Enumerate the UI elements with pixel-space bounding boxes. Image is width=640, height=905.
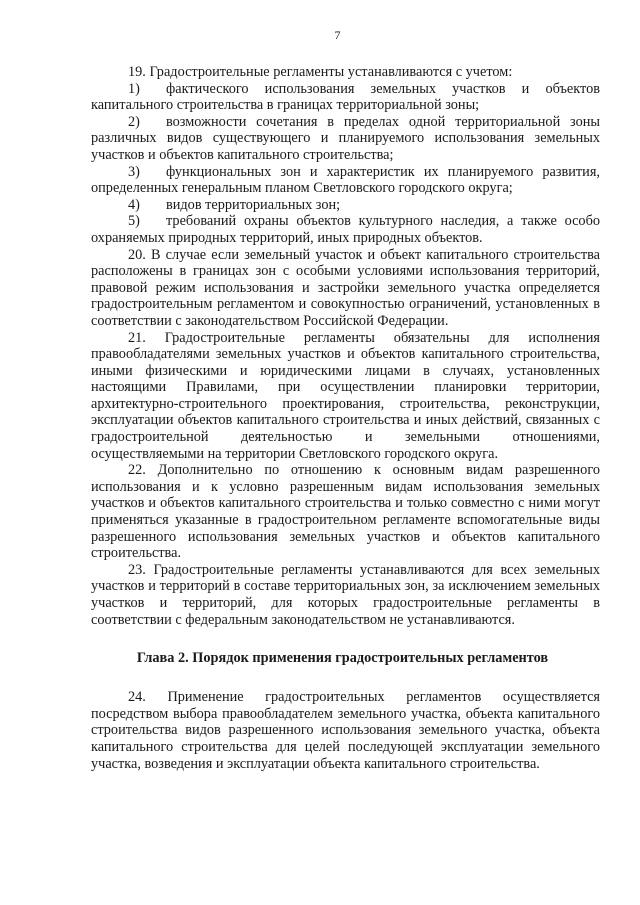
chapter-heading: Глава 2. Порядок применения градостроительных регламентов [136,650,549,667]
paragraph-21: 21. Градостроительные регламенты обязательны для исполнения правообладателями земельных участков и объектов капитального строительства, иными физическими и юридическими лицами в случаях, установленных настоящими Правилами, при осуществлении планировки территории, архитектурно-строительного проектирования, строительства, реконструкции, эксплуатации объектов капитального строительства и иных действий, связанных с градостроительной деятельностью и земельными отношениями, осуществляемыми на территории Светловского городского округа. [91,329,600,462]
paragraph-23: 23. Градостроительные регламенты устанавливаются для всех земельных участков и территорий в составе территориальных зон, за исключением земельных участков и территорий, для которых градостроительные регламенты в соответствии с федеральным законодательством не устанавливаются. [91,561,600,628]
paragraph-20: 20. В случае если земельный участок и объект капитального строительства расположены в границах зон с особыми условиями использования территорий, правовой режим использования и застройки земельного участка определяется градостроительным регламентом и совокупностью ограничений, установленных в соответствии с законодательством Российской Федерации. [91,246,600,329]
list-item [91,213,600,246]
list-item [91,114,600,164]
list-item [91,81,600,114]
list-item-text: фактического использования земельных участков и объектов капитального строительства в границах территориальной зоны; [91,80,600,114]
paragraph-22: 22. Дополнительно по отношению к основным видам разрешенного использования и к условно разрешенным видам использования земельных участков и объектов капитального строительства и только совместно с ними могут применяться указанные в градостроительном регламенте вспомогательные виды разрешенного использования земельных участков и объектов капитального строительства. [91,462,600,562]
list-item-number: 1) [128,80,140,97]
page-number: 7 [334,28,341,42]
list-item-number: 5) [128,213,140,230]
list-item-text: возможности сочетания в пределах одной территориальной зоны различных видов существующего и планируемого использования земельных участков и объектов капитального строительства; [91,113,600,163]
list-item [91,197,600,214]
list-item-text: функциональных зон и характеристик их планируемого развития, определенных генеральным планом Светловского городского округа; [91,163,600,197]
list-item-number: 3) [128,163,140,180]
list-item-text: видов территориальных зон; [166,196,341,213]
list-item-number: 4) [128,196,140,213]
paragraph-19-intro: 19. Градостроительные регламенты устанавливаются с учетом: [128,64,513,80]
list-19 [91,81,600,247]
list-item-text: требований охраны объектов культурного наследия, а также особо охраняемых природных территорий, иных природных объектов. [91,213,600,246]
list-item [91,164,600,197]
paragraph-24: 24. Применение градостроительных регламентов осуществляется посредством выбора правообладателем земельного участка, объекта капитального строительства видов разрешенного использования земельного участка, объекта капитального строительства для целей последующей эксплуатации земельного участка, возведения и эксплуатации объекта капитального строительства. [91,689,600,772]
list-item-number: 2) [128,113,140,130]
